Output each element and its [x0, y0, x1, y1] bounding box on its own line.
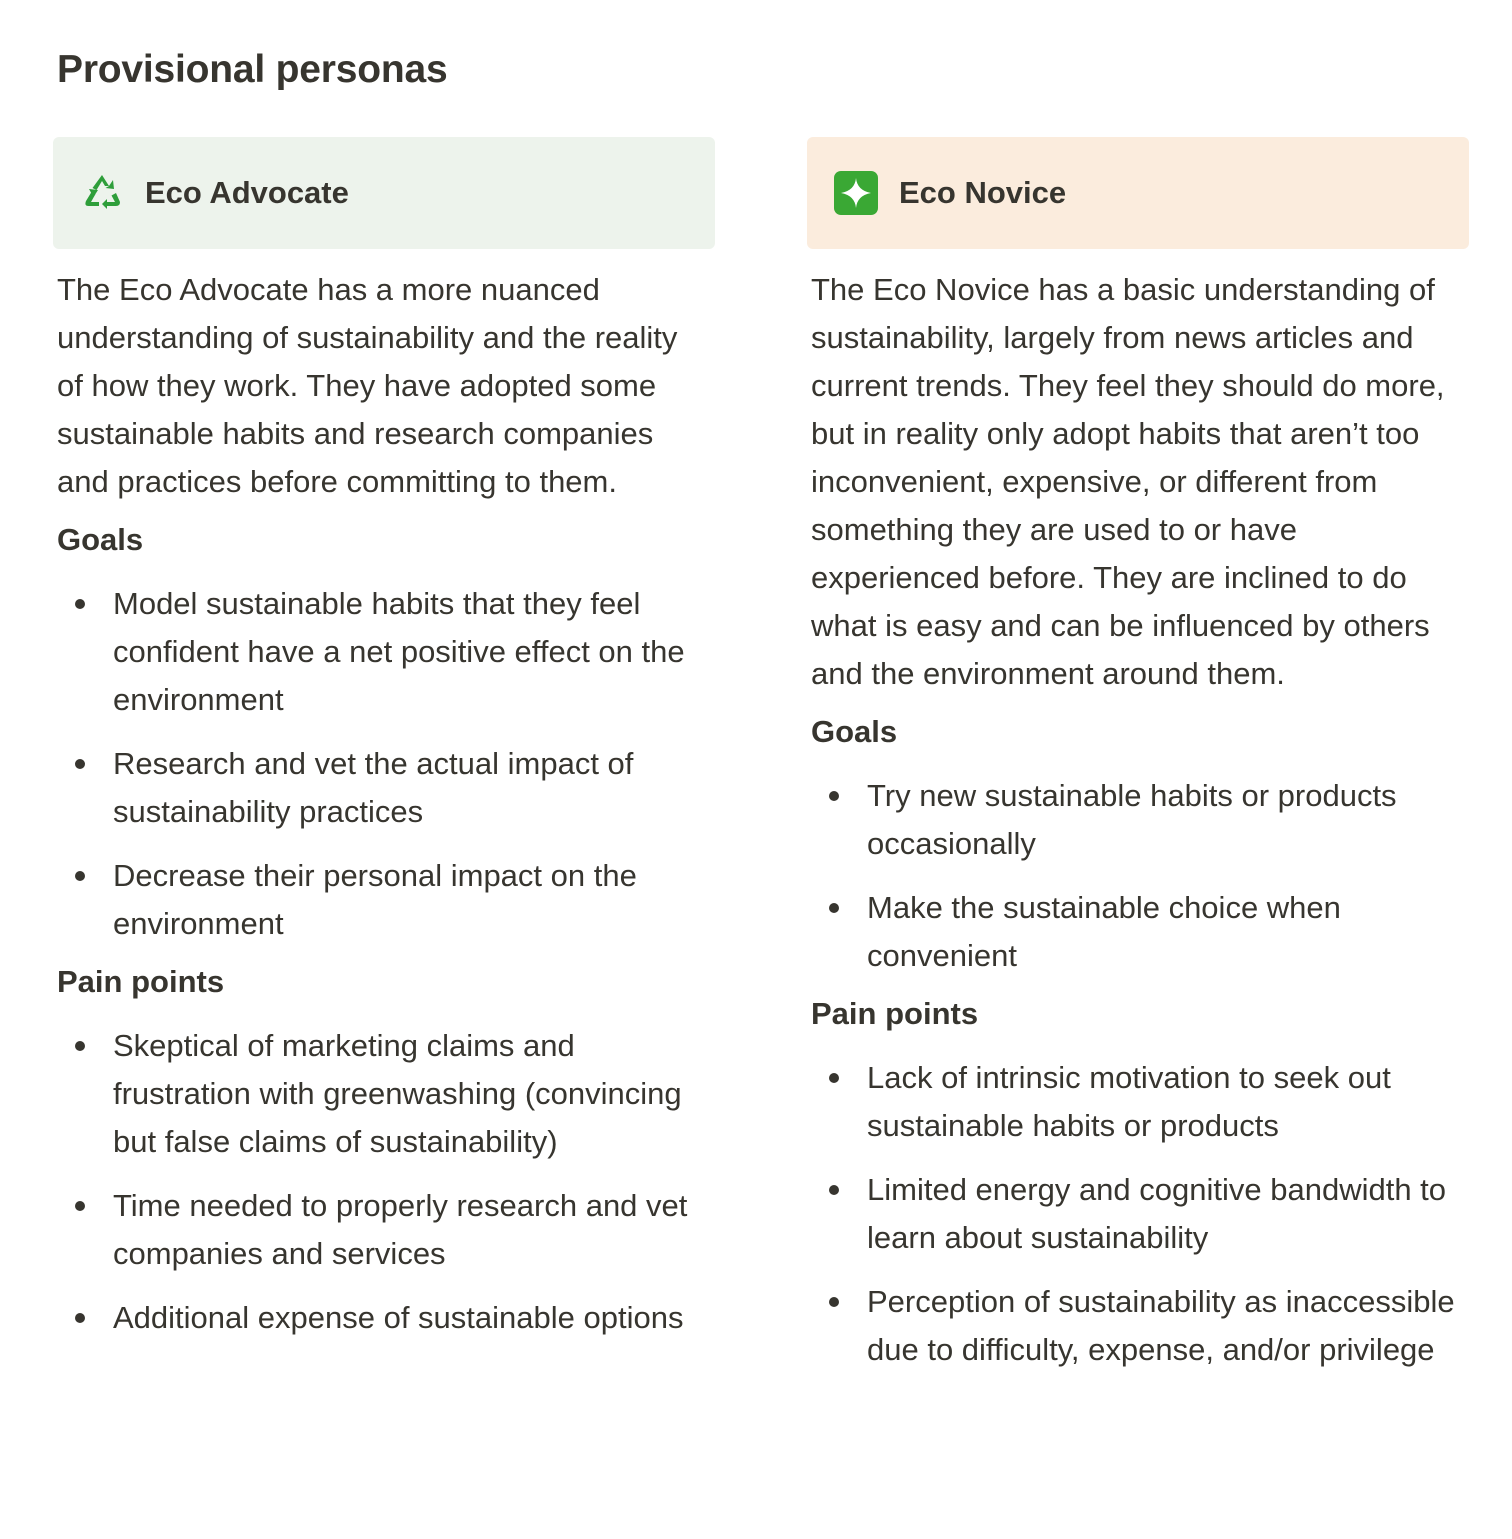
- persona-description: The Eco Advocate has a more nuanced understanding of sustainability and the reality of how they work. They have adopted some sustainable habits and research companies and practices before committing to them.: [57, 272, 678, 499]
- list-item: Try new sustainable habits or products occasionally: [811, 772, 1465, 868]
- list-item: Decrease their personal impact on the environment: [57, 852, 711, 948]
- goals-heading: Goals: [57, 522, 144, 557]
- pain-points-list: [811, 1054, 1465, 1374]
- goals-heading: Goals: [811, 714, 898, 749]
- persona-callout[interactable]: [807, 137, 1469, 249]
- pain-points-heading: Pain points: [811, 996, 979, 1031]
- bullet-icon: [829, 791, 839, 801]
- bullet-icon: [829, 1185, 839, 1195]
- persona-name: Eco Novice: [899, 175, 1067, 210]
- recycle-icon: [80, 171, 124, 215]
- list-item: Lack of intrinsic motivation to seek out sustainable habits or products: [811, 1054, 1465, 1150]
- page-title: Provisional personas: [57, 48, 448, 91]
- list-item: Additional expense of sustainable options: [57, 1294, 711, 1342]
- list-item: Make the sustainable choice when convenient: [811, 884, 1465, 980]
- goals-list: [57, 580, 711, 948]
- bullet-icon: [829, 1297, 839, 1307]
- pain-points-list: [57, 1022, 711, 1342]
- list-item: Research and vet the actual impact of sustainability practices: [57, 740, 711, 836]
- bullet-icon: [829, 903, 839, 913]
- bullet-icon: [75, 1313, 85, 1323]
- bullet-icon: [75, 1041, 85, 1051]
- bullet-icon: [829, 1073, 839, 1083]
- persona-callout[interactable]: [53, 137, 715, 249]
- bullet-icon: [75, 1201, 85, 1211]
- list-item: Limited energy and cognitive bandwidth to learn about sustainability: [811, 1166, 1465, 1262]
- bullet-icon: [75, 871, 85, 881]
- bullet-icon: [75, 759, 85, 769]
- persona-column-eco-novice: [807, 137, 1469, 1374]
- sparkle-icon: [834, 171, 878, 215]
- list-item: Time needed to properly research and vet companies and services: [57, 1182, 711, 1278]
- persona-column-eco-advocate: [53, 137, 715, 1342]
- list-item: Perception of sustainability as inaccessible due to difficulty, expense, and/or privilege: [811, 1278, 1465, 1374]
- goals-list: [811, 772, 1465, 980]
- pain-points-heading: Pain points: [57, 964, 225, 999]
- list-item: Model sustainable habits that they feel confident have a net positive effect on the environment: [57, 580, 711, 724]
- bullet-icon: [75, 599, 85, 609]
- list-item: Skeptical of marketing claims and frustration with greenwashing (convincing but false claims of sustainability): [57, 1022, 711, 1166]
- persona-name: Eco Advocate: [145, 175, 349, 210]
- persona-description: The Eco Novice has a basic understanding of sustainability, largely from news articles and current trends. They feel they should do more, but in reality only adopt habits that aren’t too inconvenient, expensive, or different from something they are used to or have experienced before. They are inclined to do what is easy and can be influenced by others and the environment around them.: [811, 272, 1445, 691]
